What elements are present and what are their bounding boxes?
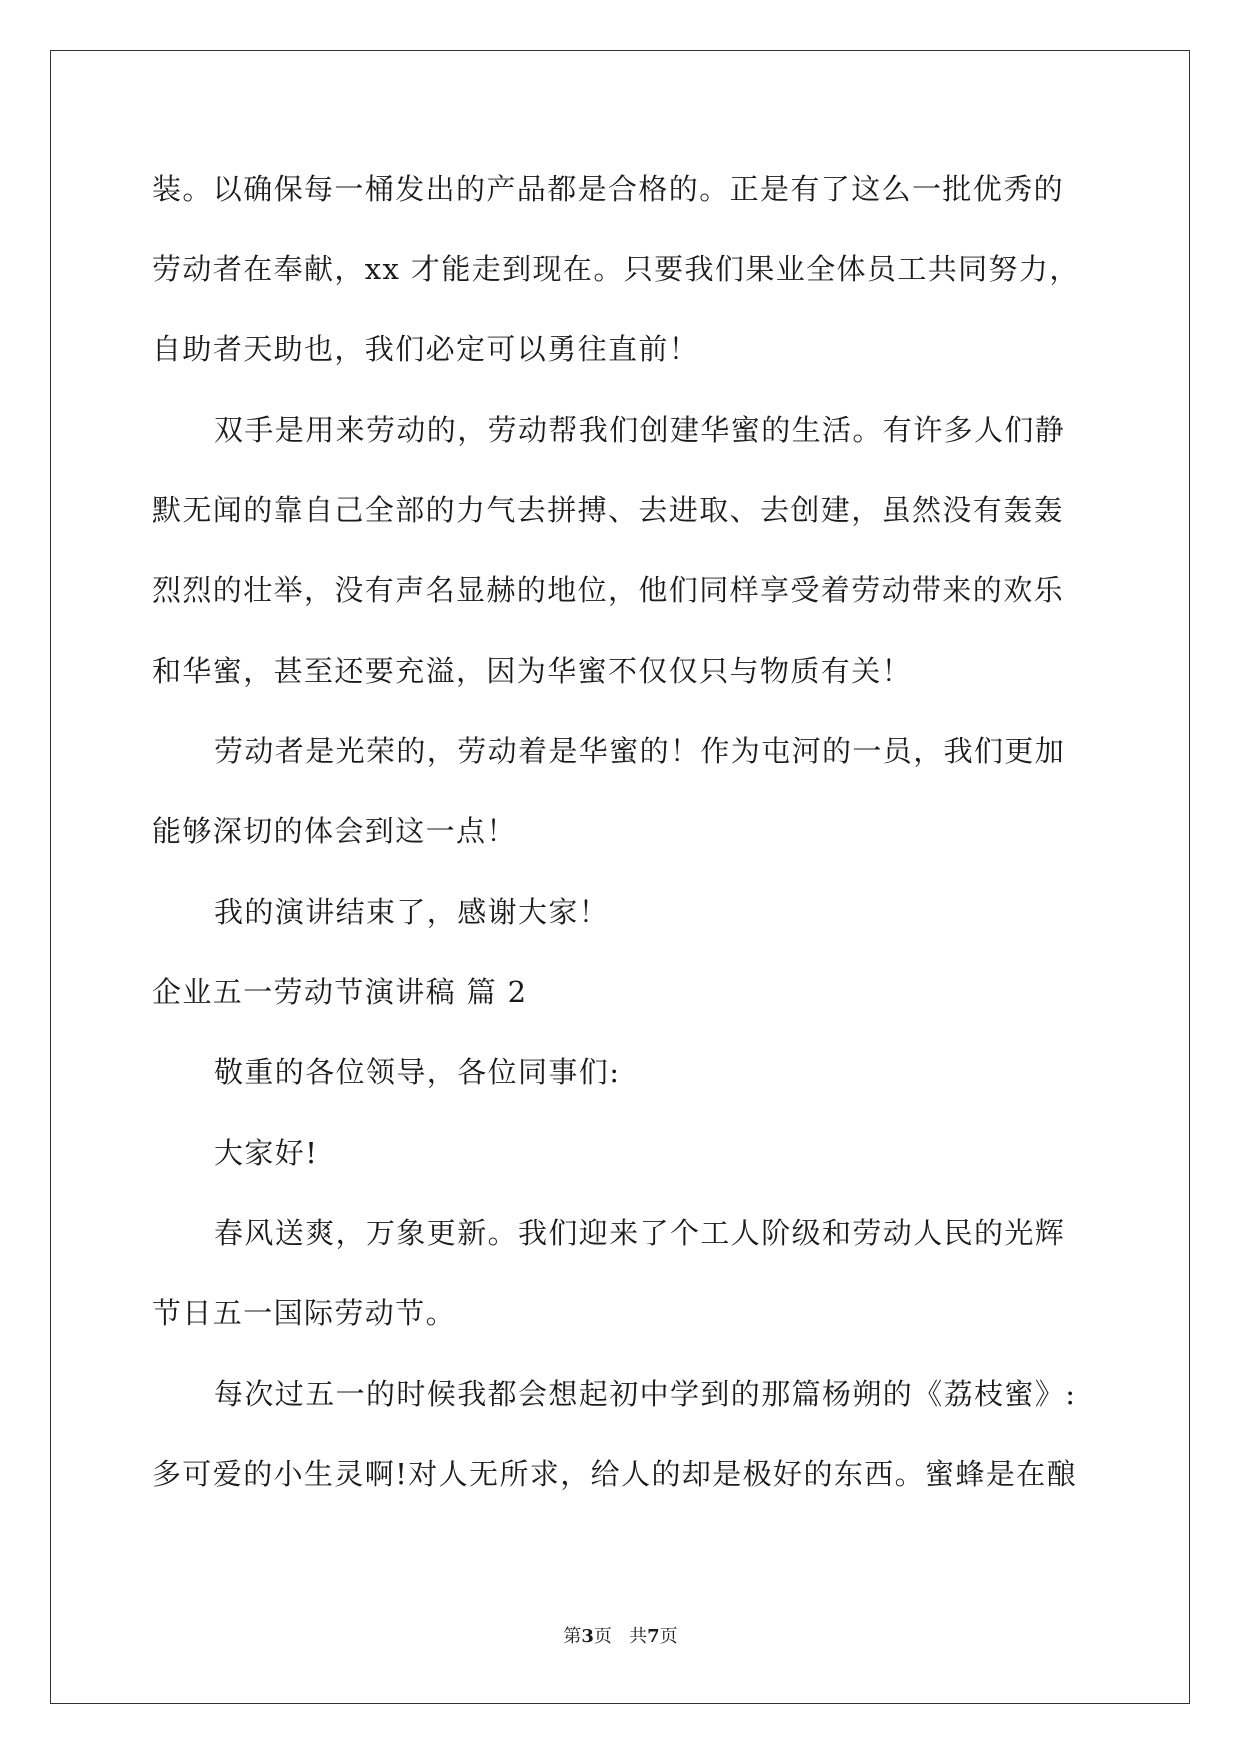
footer-page-prefix: 第 — [563, 1626, 582, 1647]
footer-page-current: 3 — [581, 1626, 594, 1647]
paragraph-line: 劳动者是光荣的，劳动着是华蜜的！作为屯河的一员，我们更加 — [214, 734, 1066, 768]
paragraph-line: 自助者天助也，我们必定可以勇往直前！ — [152, 332, 700, 366]
paragraph-line: 多可爱的小生灵啊!对人无所求，给人的却是极好的东西。蜜蜂是在酿 — [152, 1457, 1078, 1491]
footer-total-prefix: 共 — [629, 1626, 648, 1647]
paragraph-line: 劳动者在奉献，xx 才能走到现在。只要我们果业全体员工共同努力， — [152, 252, 1080, 286]
paragraph-line: 节日五一国际劳动节。 — [152, 1296, 457, 1330]
page-footer — [0, 1625, 1241, 1649]
footer-total-suffix: 页 — [659, 1626, 678, 1647]
paragraph-line: 烈烈的壮举，没有声名显赫的地位，他们同样享受着劳动带来的欢乐 — [152, 573, 1065, 607]
paragraph-line: 装。以确保每一桶发出的产品都是合格的。正是有了这么一批优秀的 — [152, 172, 1065, 206]
footer-page-total: 7 — [647, 1626, 660, 1647]
paragraph-line: 每次过五一的时候我都会想起初中学到的那篇杨朔的《荔枝蜜》: — [214, 1377, 1077, 1411]
paragraph-line: 我的演讲结束了，感谢大家！ — [214, 895, 610, 929]
salutation: 敬重的各位领导，各位同事们: — [214, 1055, 621, 1089]
section-heading: 企业五一劳动节演讲稿 篇 2 — [152, 975, 528, 1009]
footer-page-suffix: 页 — [593, 1626, 612, 1647]
paragraph-line: 双手是用来劳动的，劳动帮我们创建华蜜的生活。有许多人们静 — [214, 413, 1066, 447]
paragraph-line: 和华蜜，甚至还要充溢，因为华蜜不仅仅只与物质有关！ — [152, 654, 913, 688]
paragraph-line: 春风送爽，万象更新。我们迎来了个工人阶级和劳动人民的光辉 — [214, 1216, 1066, 1250]
paragraph-line: 能够深切的体会到这一点！ — [152, 814, 517, 848]
greeting: 大家好! — [214, 1136, 319, 1170]
paragraph-line: 默无闻的靠自己全部的力气去拼搏、去进取、去创建，虽然没有轰轰 — [152, 493, 1065, 527]
